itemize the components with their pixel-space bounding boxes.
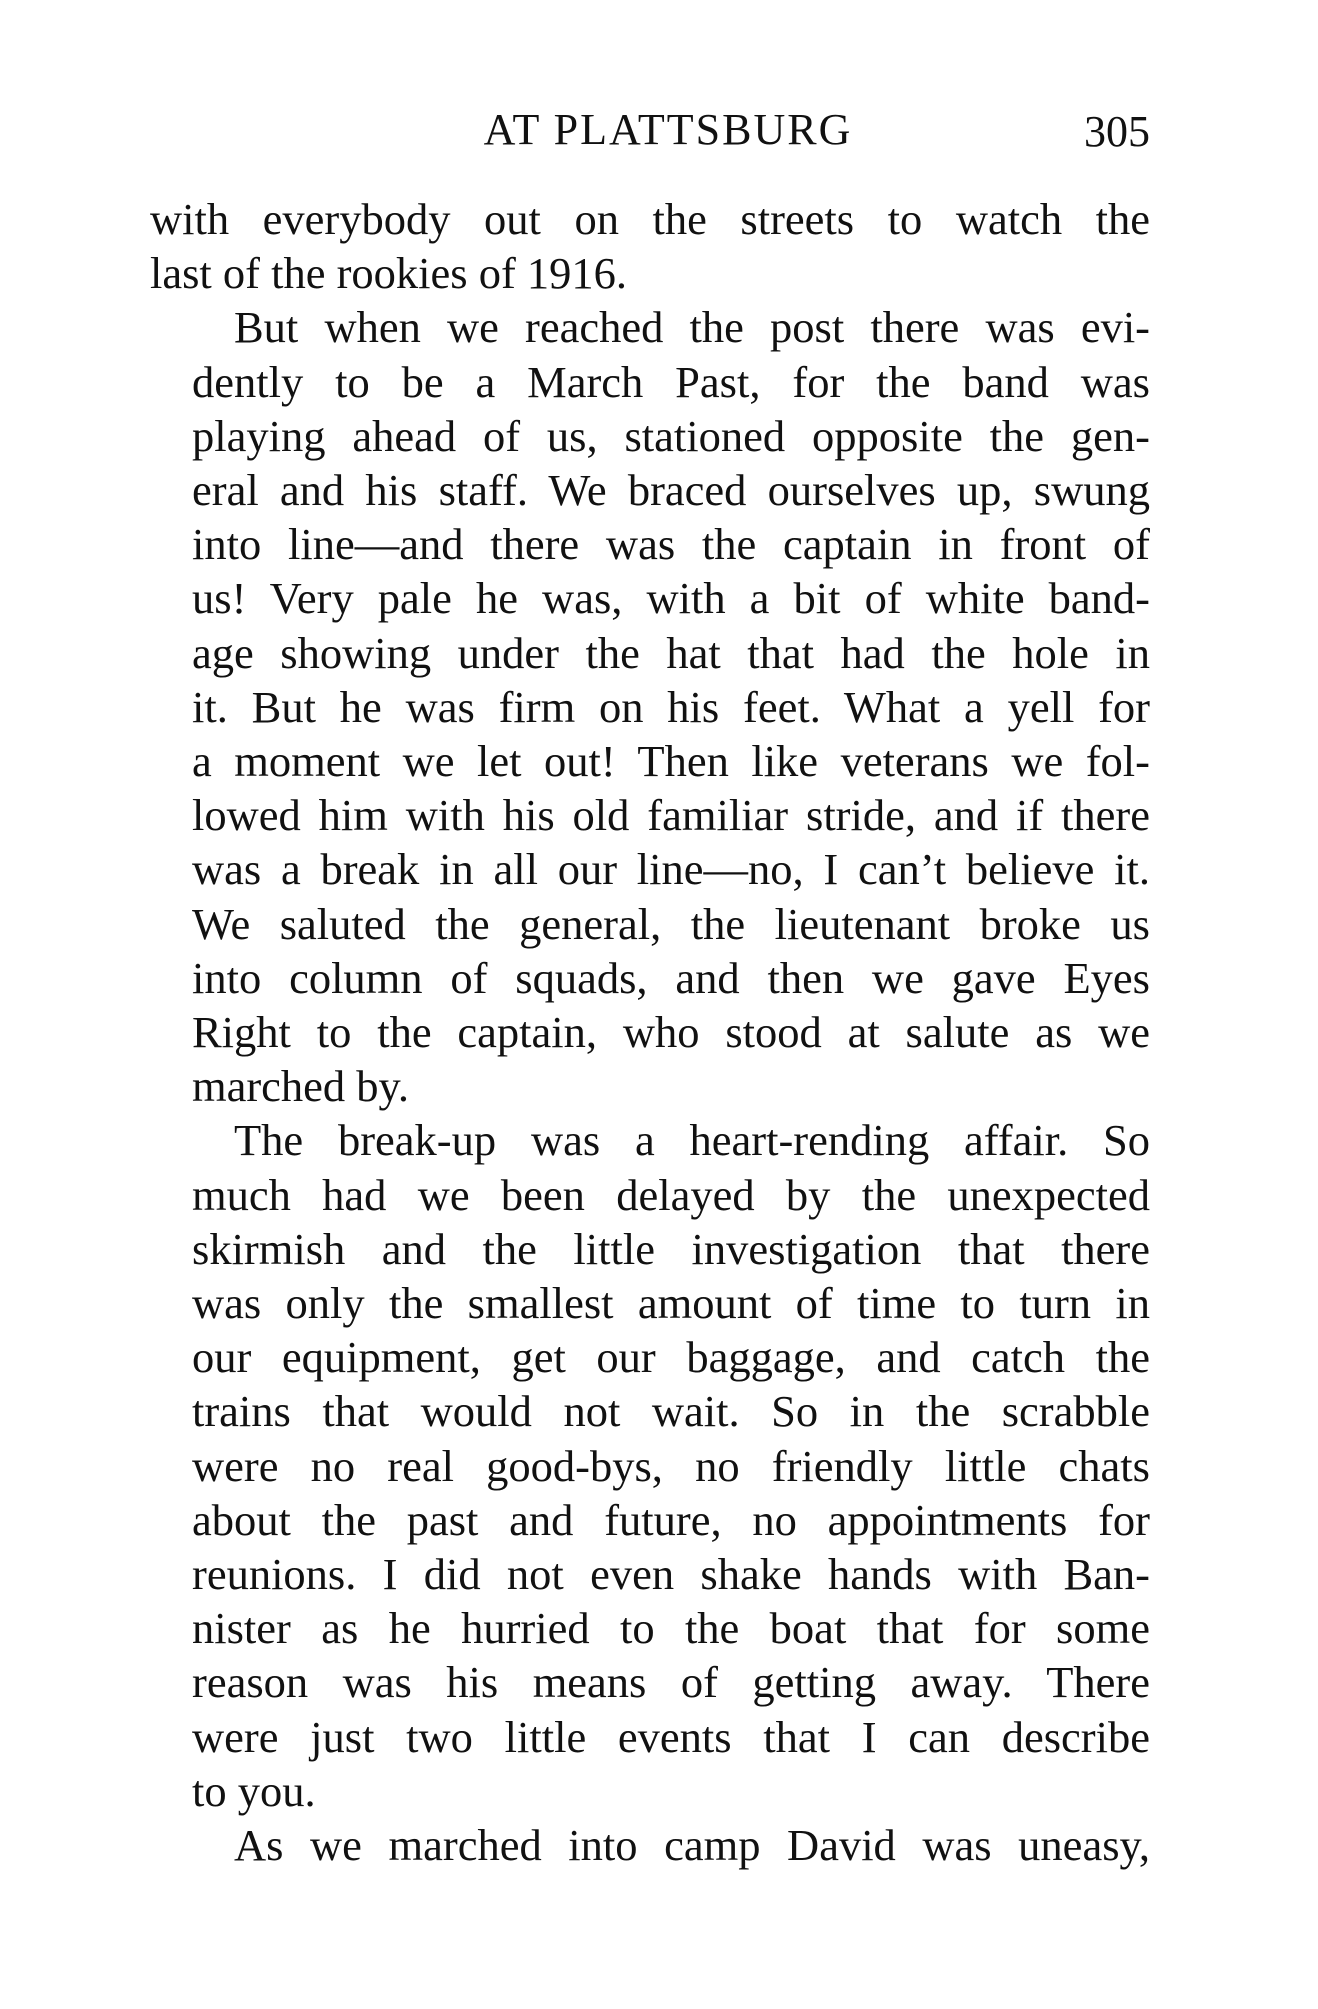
text-line: age showing under the hat that had the hole in xyxy=(192,627,1150,678)
running-title: AT PLATTSBURG xyxy=(483,105,853,154)
text-line: nister as he hurried to the boat that for some xyxy=(192,1603,1150,1654)
running-head xyxy=(148,100,1148,160)
text-line: with everybody out on the streets to watch the xyxy=(150,194,1150,244)
text-line: Right to the captain, who stood at salute as we xyxy=(192,1007,1150,1058)
text-line: playing ahead of us, stationed opposite the gen- xyxy=(192,410,1150,461)
text-line: reunions. I did not even shake hands with Ban- xyxy=(192,1549,1150,1600)
text-line: to you. xyxy=(192,1765,316,1816)
text-line: But when we reached the post there was evi- xyxy=(234,302,1150,353)
text-line: reason was his means of getting away. There xyxy=(192,1657,1150,1708)
text-line: a moment we let out! Then like veterans we fol- xyxy=(192,736,1150,787)
paragraph-1 xyxy=(150,192,1150,300)
text-line: eral and his staff. We braced ourselves up, swung xyxy=(192,465,1150,516)
text-line: As we marched into camp David was uneasy, xyxy=(234,1820,1150,1871)
page-number: 305 xyxy=(1084,107,1150,156)
text-line: into line—and there was the captain in front of xyxy=(192,519,1150,570)
text-line: it. But he was firm on his feet. What a yell for xyxy=(192,681,1150,732)
text-line: our equipment, get our baggage, and catch the xyxy=(192,1332,1150,1383)
text-line: lowed him with his old familiar stride, and if there xyxy=(192,790,1150,841)
text-line: us! Very pale he was, with a bit of white band- xyxy=(192,573,1150,624)
text-line: was a break in all our line—no, I can’t believe it. xyxy=(192,844,1150,895)
text-line: The break-up was a heart-rending affair. So xyxy=(234,1115,1150,1166)
text-line: into column of squads, and then we gave Eyes xyxy=(192,952,1150,1003)
text-line: were just two little events that I can describe xyxy=(192,1711,1150,1762)
text-line: trains that would not wait. So in the scrabble xyxy=(192,1386,1150,1437)
text-line: We saluted the general, the lieutenant broke us xyxy=(192,898,1150,949)
text-line: last of the rookies of 1916. xyxy=(150,248,628,299)
text-line: much had we been delayed by the unexpected xyxy=(192,1169,1150,1220)
paragraph-2 xyxy=(150,300,1150,1113)
paragraph-3 xyxy=(150,1113,1150,1818)
text-line: were no real good-bys, no friendly little chats xyxy=(192,1440,1150,1491)
text-line: marched by. xyxy=(192,1061,410,1112)
text-line: was only the smallest amount of time to turn in xyxy=(192,1278,1150,1329)
text-line: about the past and future, no appointments for xyxy=(192,1494,1150,1545)
text-line: dently to be a March Past, for the band was xyxy=(192,356,1150,407)
text-line: skirmish and the little investigation that there xyxy=(192,1223,1150,1274)
body-text xyxy=(150,192,1150,1872)
paragraph-4 xyxy=(150,1818,1150,1872)
